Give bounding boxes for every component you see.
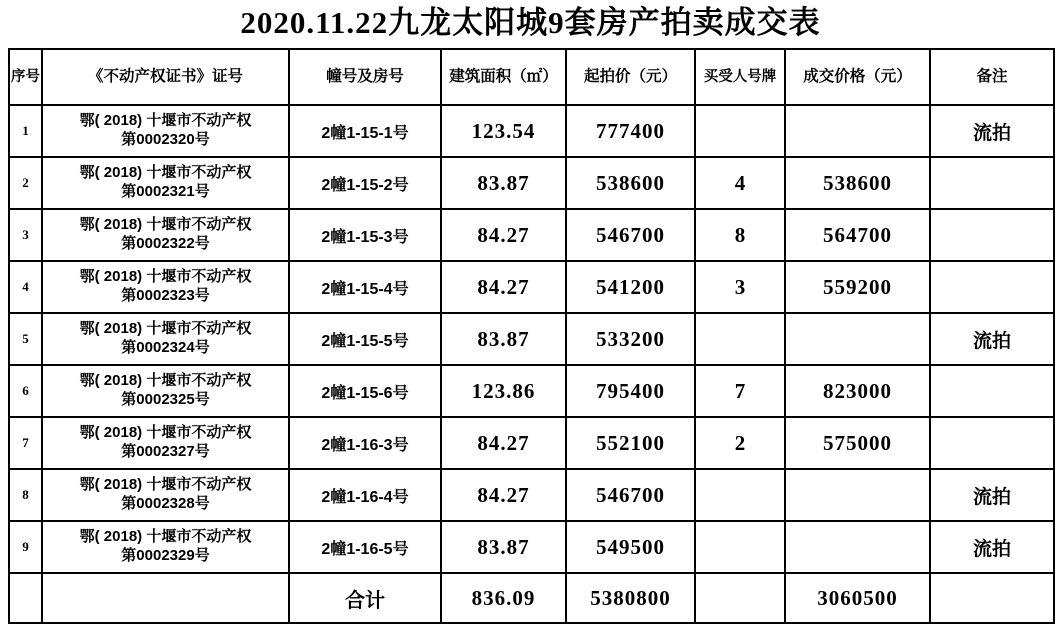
cell-certificate-line2: 第0002327号 [121,443,210,461]
cell-bidder-number [695,521,785,573]
cell-note [930,417,1054,469]
cell-certificate-line1: 鄂( 2018) 十堰市不动产权 [79,528,252,546]
cell-bidder-number [695,313,785,365]
cell-certificate-line1: 鄂( 2018) 十堰市不动产权 [79,476,252,494]
column-header-bidder-number: 买受人号牌 [695,49,785,105]
cell-bidder-number: 4 [695,157,785,209]
cell-final-price: 538600 [785,157,930,209]
cell-index: 9 [9,521,42,573]
cell-final-price: 564700 [785,209,930,261]
cell-unit-room: 2幢1-15-6号 [289,365,441,417]
table-row [9,417,1054,469]
cell-certificate [42,261,289,313]
column-header-final-price: 成交价格（元） [785,49,930,105]
cell-unit-room: 2幢1-15-3号 [289,209,441,261]
cell-note [930,157,1054,209]
cell-bidder-number: 8 [695,209,785,261]
cell-certificate-line2: 第0002322号 [121,235,210,253]
cell-certificate-line2: 第0002320号 [121,131,210,149]
column-header-unit-room: 幢号及房号 [289,49,441,105]
cell-area: 84.27 [441,469,566,521]
table-row [9,365,1054,417]
cell-unit-room: 2幢1-15-1号 [289,105,441,157]
table-row [9,313,1054,365]
cell-bidder-number [695,469,785,521]
cell-final-price [785,469,930,521]
table-row [9,521,1054,573]
table-total-row [9,573,1054,623]
cell-area: 83.87 [441,521,566,573]
cell-certificate [42,157,289,209]
cell-start-price: 795400 [566,365,695,417]
cell-start-price: 546700 [566,209,695,261]
table-row [9,157,1054,209]
cell-note [930,209,1054,261]
cell-area: 83.87 [441,157,566,209]
cell-note [930,365,1054,417]
cell-certificate-line2: 第0002321号 [121,183,210,201]
column-header-certificate: 《不动产权证书》证号 [42,49,289,105]
total-blank-index [9,573,42,623]
cell-unit-room: 2幢1-15-2号 [289,157,441,209]
cell-bidder-number: 3 [695,261,785,313]
cell-final-price: 823000 [785,365,930,417]
cell-certificate-line1: 鄂( 2018) 十堰市不动产权 [79,320,252,338]
column-header-note: 备注 [930,49,1054,105]
cell-certificate [42,521,289,573]
table-body [9,105,1054,623]
cell-start-price: 549500 [566,521,695,573]
cell-certificate-line1: 鄂( 2018) 十堰市不动产权 [79,424,252,442]
total-blank-certificate [42,573,289,623]
cell-final-price [785,313,930,365]
cell-final-price: 575000 [785,417,930,469]
cell-index: 1 [9,105,42,157]
cell-certificate-line2: 第0002325号 [121,391,210,409]
total-area: 836.09 [441,573,566,623]
cell-start-price: 546700 [566,469,695,521]
total-note [930,573,1054,623]
cell-unit-room: 2幢1-16-5号 [289,521,441,573]
cell-certificate-line2: 第0002323号 [121,287,210,305]
cell-bidder-number [695,105,785,157]
cell-area: 123.86 [441,365,566,417]
total-bidder-number [695,573,785,623]
cell-area: 84.27 [441,417,566,469]
auction-results-table [8,48,1055,624]
cell-note: 流拍 [930,521,1054,573]
table-row [9,105,1054,157]
cell-area: 83.87 [441,313,566,365]
cell-area: 123.54 [441,105,566,157]
cell-index: 7 [9,417,42,469]
cell-start-price: 541200 [566,261,695,313]
cell-start-price: 552100 [566,417,695,469]
cell-certificate-line1: 鄂( 2018) 十堰市不动产权 [79,372,252,390]
cell-note: 流拍 [930,105,1054,157]
cell-note [930,261,1054,313]
cell-final-price [785,105,930,157]
cell-certificate-line2: 第0002328号 [121,495,210,513]
cell-note: 流拍 [930,313,1054,365]
cell-certificate-line1: 鄂( 2018) 十堰市不动产权 [79,216,252,234]
cell-certificate-line1: 鄂( 2018) 十堰市不动产权 [79,112,252,130]
cell-start-price: 538600 [566,157,695,209]
cell-unit-room: 2幢1-15-4号 [289,261,441,313]
cell-unit-room: 2幢1-16-4号 [289,469,441,521]
cell-area: 84.27 [441,261,566,313]
cell-unit-room: 2幢1-15-5号 [289,313,441,365]
total-label: 合计 [289,573,441,623]
cell-index: 6 [9,365,42,417]
cell-start-price: 777400 [566,105,695,157]
table-row [9,469,1054,521]
cell-index: 5 [9,313,42,365]
cell-certificate [42,209,289,261]
cell-note: 流拍 [930,469,1054,521]
cell-bidder-number: 2 [695,417,785,469]
cell-certificate [42,365,289,417]
cell-certificate [42,417,289,469]
table-header [9,49,1054,105]
cell-bidder-number: 7 [695,365,785,417]
cell-certificate-line1: 鄂( 2018) 十堰市不动产权 [79,268,252,286]
cell-certificate-line1: 鄂( 2018) 十堰市不动产权 [79,164,252,182]
cell-certificate-line2: 第0002329号 [121,547,210,565]
cell-index: 3 [9,209,42,261]
cell-final-price: 559200 [785,261,930,313]
column-header-start-price: 起拍价（元） [566,49,695,105]
cell-certificate [42,105,289,157]
cell-area: 84.27 [441,209,566,261]
cell-certificate [42,313,289,365]
column-header-index: 序号 [9,49,42,105]
cell-index: 2 [9,157,42,209]
cell-certificate [42,469,289,521]
total-start-price: 5380800 [566,573,695,623]
page-title: 2020.11.22九龙太阳城9套房产拍卖成交表 [240,5,821,40]
cell-unit-room: 2幢1-16-3号 [289,417,441,469]
total-final-price: 3060500 [785,573,930,623]
column-header-area: 建筑面积（㎡） [441,49,566,105]
cell-certificate-line2: 第0002324号 [121,339,210,357]
cell-index: 8 [9,469,42,521]
cell-final-price [785,521,930,573]
cell-start-price: 533200 [566,313,695,365]
cell-index: 4 [9,261,42,313]
table-row [9,261,1054,313]
table-row [9,209,1054,261]
